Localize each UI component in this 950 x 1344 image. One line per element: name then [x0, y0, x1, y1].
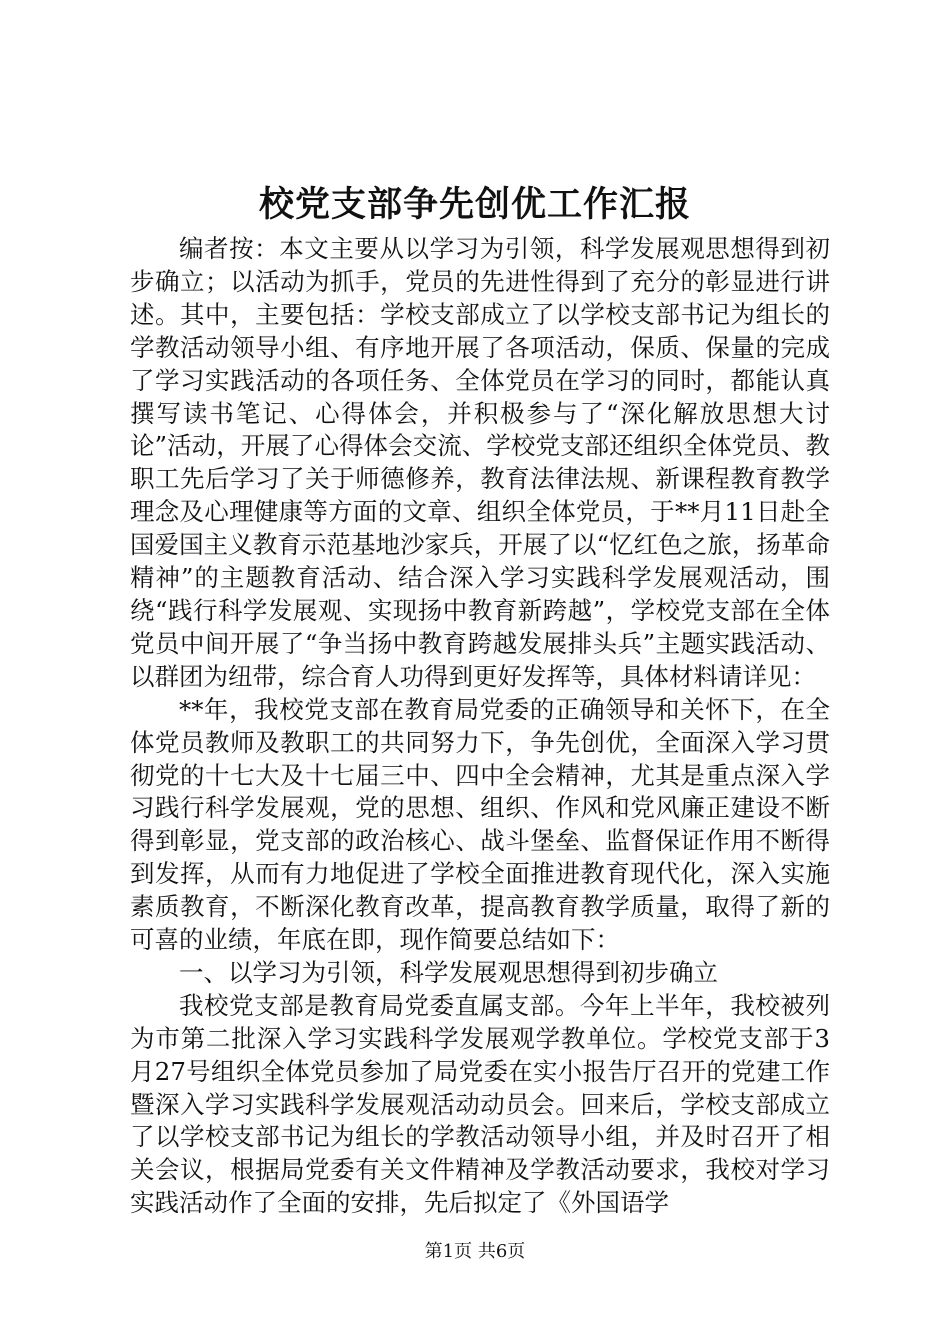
document-title: 校党支部争先创优工作汇报: [258, 184, 691, 225]
intro-paragraph: **年，我校党支部在教育局党委的正确领导和关怀下，在全体党员教师及教职工的共同努力下，争先创优，全面深入学习贯彻党的十七大及十七届三中、四中全会精神，尤其是重点深入学习践行科学发展观，党的思想、组织、作风和党风廉正建设不断得到彰显，党支部的政治核心、战斗堡垒、监督保证作用不断得到发挥，从而有力地促进了学校全面推进教育现代化，深入实施素质教育，不断深化教育改革，提高教育教学质量，取得了新的可喜的业绩，年底在即，现作简要总结如下：: [130, 694, 830, 955]
section-paragraph: 我校党支部是教育局党委直属支部。今年上半年，我校被列为市第二批深入学习实践科学发展观学教单位。学校党支部于3月27号组织全体党员参加了局党委在实小报告厅召开的党建工作暨深入学习实践科学发展观活动动员会。回来后，学校支部成立了以学校支部书记为组长的学教活动领导小组，并及时召开了相关会议，根据局党委有关文件精神及学教活动要求，我校对学习实践活动作了全面的安排，先后拟定了《外国语学: [130, 990, 830, 1218]
section-heading: 一、以学习为引领，科学发展观思想得到初步确立: [179, 957, 718, 987]
editor-note-paragraph: 编者按：本文主要从以学习为引领，科学发展观思想得到初步确立；以活动为抓手，党员的先进性得到了充分的彰显进行讲述。其中，主要包括：学校支部成立了以学校支部书记为组长的学教活动领导小组、有序地开展了各项活动，保质、保量的完成了学习实践活动的各项任务、全体党员在学习的同时，都能认真撰写读书笔记、心得体会，并积极参与了“深化解放思想大讨论”活动，开展了心得体会交流、学校党支部还组织全体党员、教职工先后学习了关于师德修养，教育法律法规、新课程教育教学理念及心理健康等方面的文章、组织全体党员，于**月11日赴全国爱国主义教育示范基地沙家兵，开展了以“忆红色之旅，扬革命精神”的主题教育活动、结合深入学习实践科学发展观活动，围绕“践行科学发展观、实现扬中教育新跨越”，学校党支部在全体党员中间开展了“争当扬中教育跨越发展排头兵”主题实践活动、以群团为纽带，综合育人功得到更好发挥等，具体材料请详见：: [130, 234, 830, 691]
page-footer: 第1页 共6页: [424, 1241, 526, 1262]
document-body: [130, 233, 830, 1220]
